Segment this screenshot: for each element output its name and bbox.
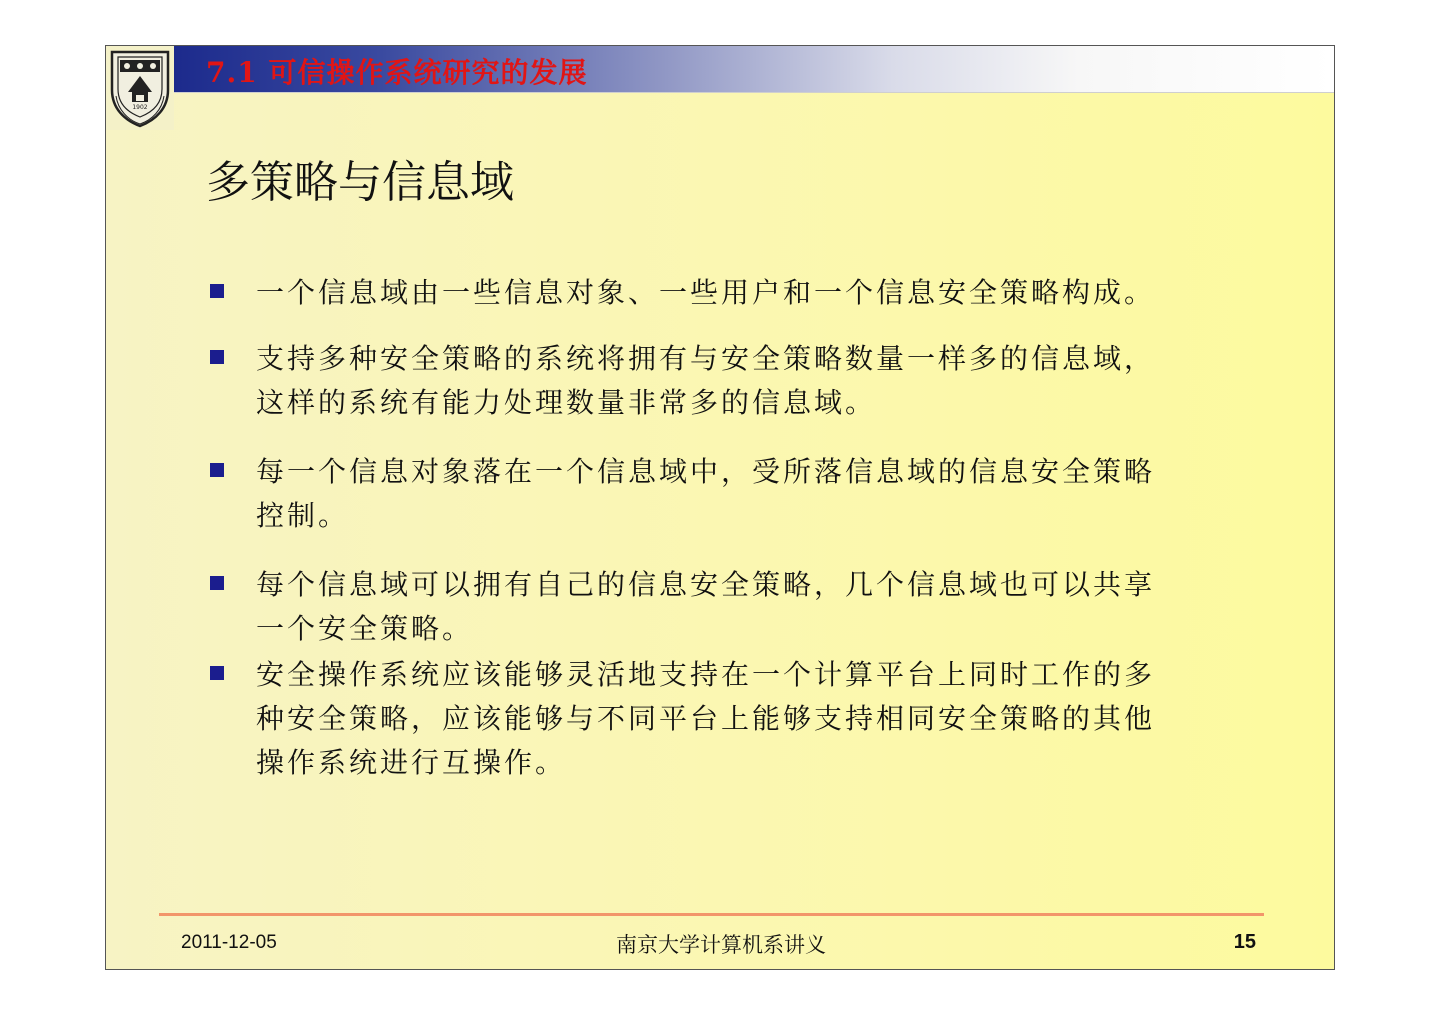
logo-year: 1902 — [132, 104, 148, 111]
square-bullet-icon — [210, 284, 224, 298]
bullet-line: 一个安全策略。 — [256, 612, 474, 645]
bullet-line: 一个信息域由一些信息对象、一些用户和一个信息安全策略构成。 — [256, 276, 1156, 309]
bullet-item — [206, 271, 1251, 315]
bullet-line: 这样的系统有能力处理数量非常多的信息域。 — [256, 386, 877, 419]
slide — [105, 45, 1335, 970]
footer-divider — [159, 913, 1264, 916]
bullet-line: 操作系统进行互操作。 — [256, 746, 567, 779]
bullet-item — [206, 563, 1251, 651]
page-number: 15 — [1233, 931, 1256, 953]
bullet-list — [206, 271, 1251, 785]
square-bullet-icon — [210, 576, 224, 590]
square-bullet-icon — [210, 666, 224, 680]
bullet-line: 每一个信息对象落在一个信息域中，受所落信息域的信息安全策略 — [256, 455, 1156, 488]
footer-course-label: 南京大学计算机系讲义 — [616, 933, 826, 957]
university-crest-icon — [106, 46, 174, 130]
slide-title: 多策略与信息域 — [206, 157, 514, 208]
logo — [106, 46, 174, 130]
footer-date: 2011-12-05 — [181, 932, 277, 953]
bullet-line: 控制。 — [256, 499, 350, 532]
bullet-line: 安全操作系统应该能够灵活地支持在一个计算平台上同时工作的多 — [256, 658, 1156, 691]
bullet-line: 种安全策略，应该能够与不同平台上能够支持相同安全策略的其他 — [256, 702, 1156, 735]
bullet-item — [206, 337, 1251, 425]
bullet-line: 支持多种安全策略的系统将拥有与安全策略数量一样多的信息域， — [256, 342, 1156, 375]
bullet-line: 每个信息域可以拥有自己的信息安全策略，几个信息域也可以共享 — [256, 568, 1156, 601]
bullet-item — [206, 450, 1251, 538]
section-title: 7.1 可信操作系统研究的发展 — [206, 56, 588, 89]
bullet-item — [206, 653, 1251, 785]
square-bullet-icon — [210, 350, 224, 364]
square-bullet-icon — [210, 463, 224, 477]
